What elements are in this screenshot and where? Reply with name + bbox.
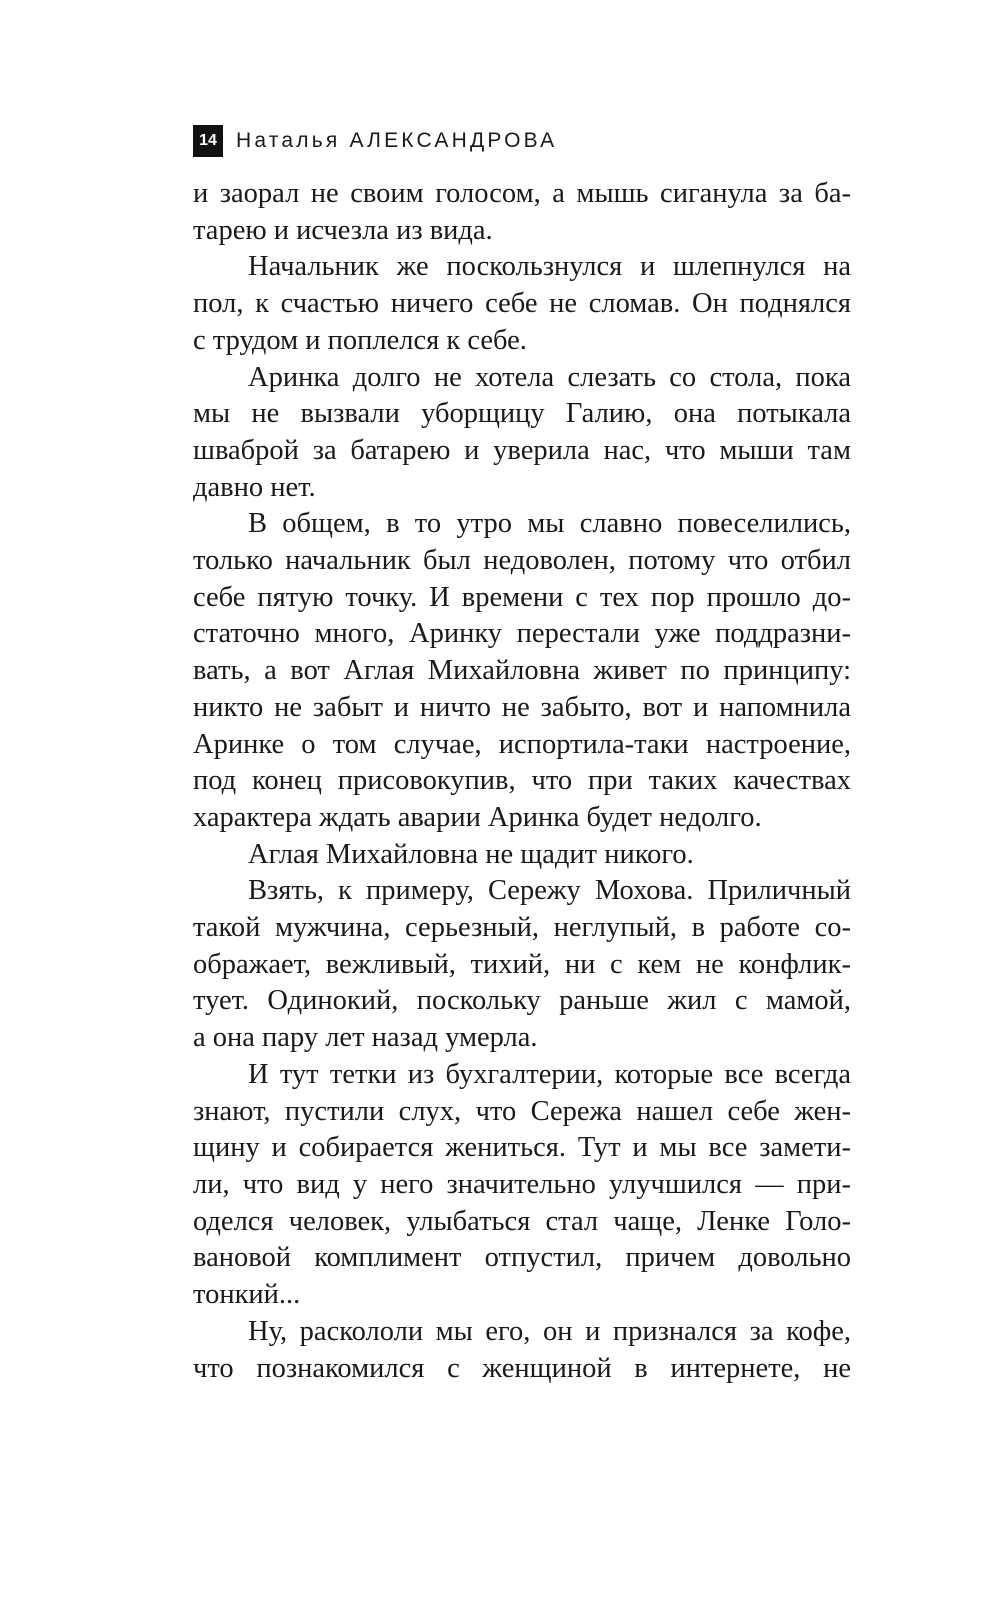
- text-line: статочно много, Аринку перестали уже поддразни-: [193, 618, 851, 650]
- page-number: 14: [193, 125, 223, 157]
- text-line: шваброй за батарею и уверила нас, что мыши там: [193, 434, 851, 466]
- running-header: [193, 124, 557, 158]
- text-line: и заорал не своим голосом, а мышь сиганула за ба-: [193, 178, 851, 209]
- text-line: тарею и исчезла из вида.: [193, 214, 493, 246]
- text-line: оделся человек, улыбаться стал чаще, Ленке Голо-: [193, 1205, 851, 1237]
- text-line: тонкий...: [193, 1279, 301, 1311]
- text-line: что познакомился с женщиной в интернете, не: [193, 1352, 851, 1384]
- text-line: под конец присовокупив, что при таких качествах: [193, 765, 851, 797]
- text-line: пол, к счастью ничего себе не сломав. Он поднялся: [193, 288, 851, 320]
- text-line: И тут тетки из бухгалтерии, которые все всегда: [248, 1058, 851, 1090]
- text-line: только начальник был недоволен, потому что отбил: [193, 545, 851, 577]
- text-line: тует. Одинокий, поскольку раньше жил с мамой,: [193, 985, 851, 1017]
- text-line: а она пару лет назад умерла.: [193, 1022, 538, 1054]
- text-line: Начальник же поскользнулся и шлепнулся на: [248, 251, 851, 283]
- text-line: вать, а вот Аглая Михайловна живет по принципу:: [193, 655, 851, 687]
- text-line: себе пятую точку. И времени с тех пор прошло до-: [193, 581, 851, 613]
- text-line: с трудом и поплелся к себе.: [193, 324, 527, 356]
- text-line: такой мужчина, серьезный, неглупый, в работе со-: [193, 912, 851, 944]
- text-line: характера ждать аварии Аринка будет недолго.: [193, 801, 762, 833]
- text-line: Взять, к примеру, Сережу Мохова. Приличный: [248, 875, 851, 907]
- text-line: щину и собирается жениться. Тут и мы все замети-: [193, 1132, 851, 1164]
- text-line: Ну, раскололи мы его, он и признался за кофе,: [248, 1315, 851, 1347]
- text-line: Аглая Михайловна не щадит никого.: [248, 838, 694, 870]
- running-head-author: Наталья АЛЕКСАНДРОВА: [236, 129, 558, 152]
- text-line: вановой комплимент отпустил, причем довольно: [193, 1242, 851, 1274]
- text-line: никто не забыт и ничто не забыто, вот и напомнила: [193, 691, 851, 723]
- text-line: ли, что вид у него значительно улучшился — при-: [193, 1168, 851, 1200]
- text-line: знают, пустили слух, что Сережа нашел себе жен-: [193, 1095, 851, 1127]
- text-line: В общем, в то утро мы славно повеселились,: [248, 508, 851, 540]
- text-line: Аринка долго не хотела слезать со стола, пока: [248, 361, 851, 393]
- text-line: давно нет.: [193, 471, 316, 503]
- text-line: ображает, вежливый, тихий, ни с кем не конфлик-: [193, 948, 851, 980]
- body-text: [193, 176, 851, 1387]
- text-line: мы не вызвали уборщицу Галию, она потыкала: [193, 398, 851, 430]
- text-line: Аринке о том случае, испортила-таки настроение,: [193, 728, 851, 760]
